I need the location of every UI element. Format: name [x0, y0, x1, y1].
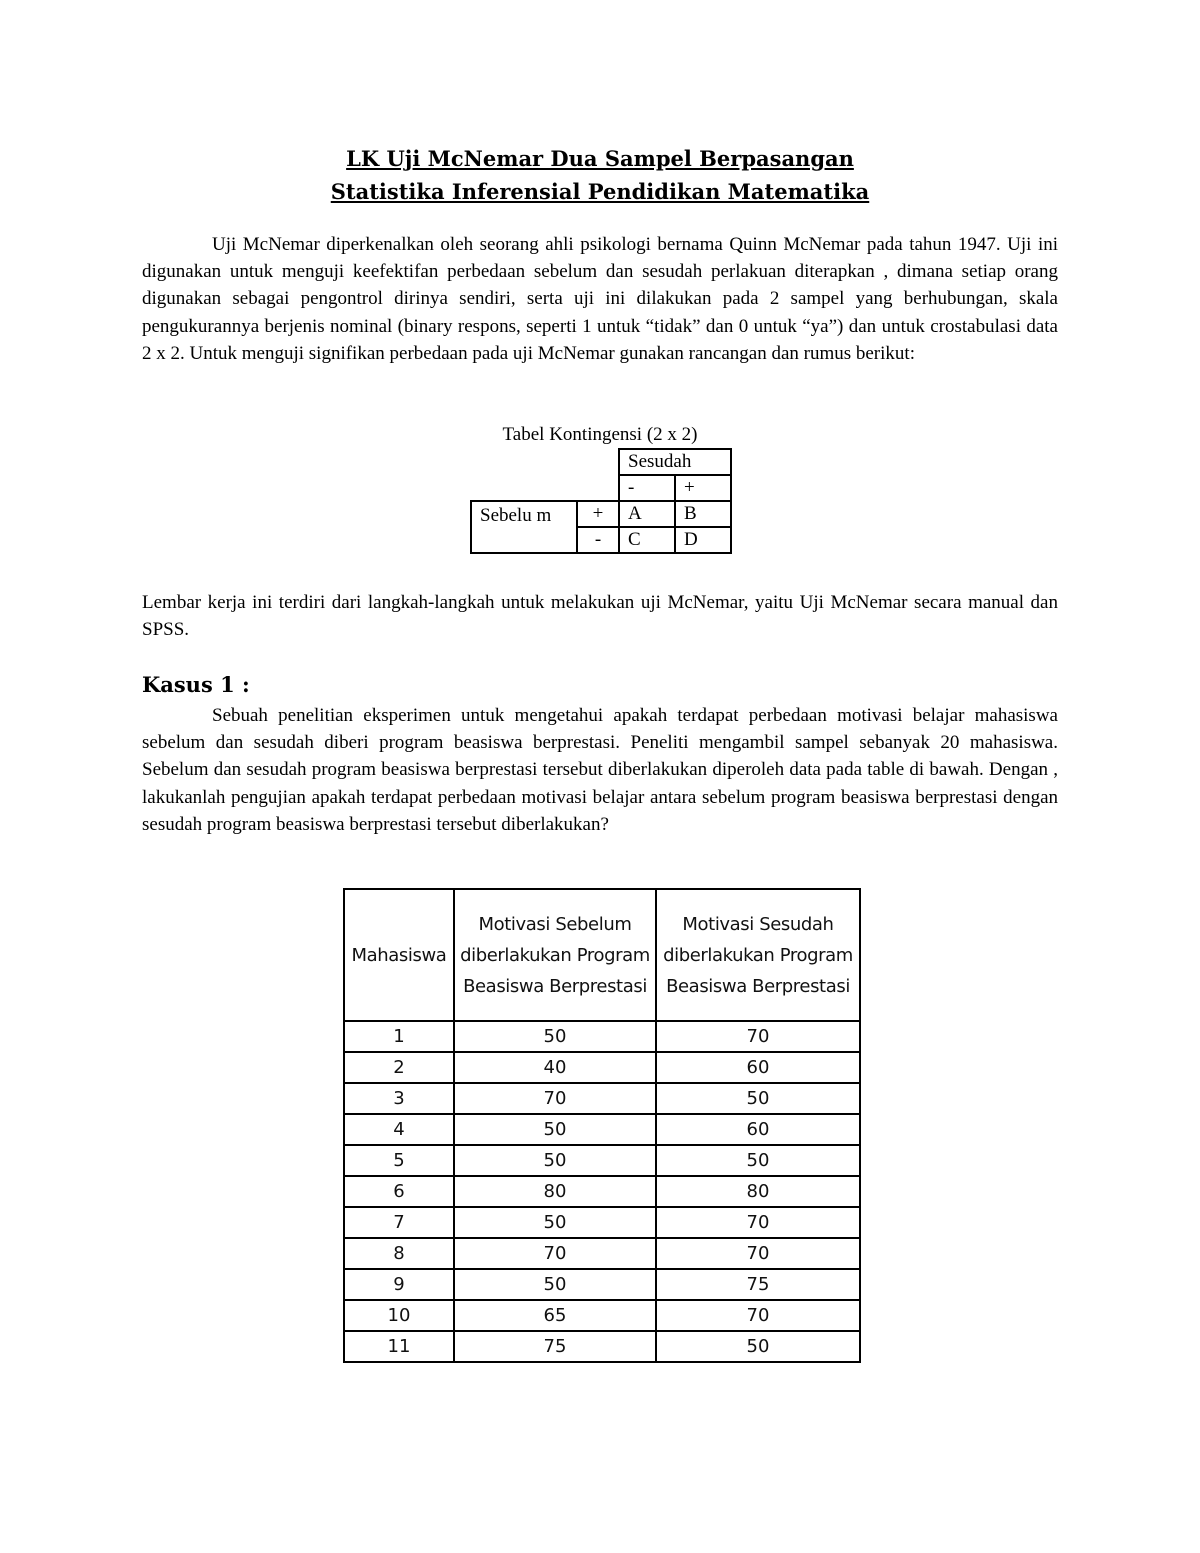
cell-before: 50 [454, 1114, 656, 1145]
cell-after: 75 [656, 1269, 860, 1300]
table-row [344, 1269, 860, 1300]
data-table-header-student: Mahasiswa [344, 889, 454, 1021]
cell-student: 6 [344, 1176, 454, 1207]
data-table [343, 888, 861, 1363]
case-paragraph-text: Sebuah penelitian eksperimen untuk mengetahui apakah terdapat perbedaan motivasi belajar mahasiswa sebelum dan sesudah diberi program beasiswa berprestasi. Peneliti mengambil sampel sebanyak 20 mahasiswa. Sebelum dan sesudah program beasiswa berprestasi tersebut diberlakukan diperoleh data pada table di bawah. Dengan , lakukanlah pengujian apakah terdapat perbedaan motivasi belajar antara sebelum program beasiswa berprestasi dengan sesudah program beasiswa berprestasi tersebut diberlakukan? [142, 705, 1058, 835]
cell-after: 70 [656, 1021, 860, 1052]
cell-student: 9 [344, 1269, 454, 1300]
cell-student: 2 [344, 1052, 454, 1083]
intro-paragraph-text: Uji McNemar diperkenalkan oleh seorang ahli psikologi bernama Quinn McNemar pada tahun 1947. Uji ini digunakan untuk menguji keefektifan perbedaan sebelum dan sesudah perlakuan diterapkan , dimana setiap orang digunakan sebagai pengontrol dirinya sendiri, serta uji ini dilakukan pada 2 sampel yang berhubungan, skala pengukurannya berjenis nominal (binary respons, seperti 1 untuk “tidak” dan 0 untuk “ya”) dan untuk crostabulasi data 2 x 2. Untuk menguji signifikan perbedaan pada uji McNemar gunakan rancangan dan rumus berikut: [142, 234, 1058, 364]
intro-paragraph [142, 231, 1058, 367]
case-paragraph [142, 702, 1058, 838]
data-table-body [344, 1021, 860, 1362]
table-row [344, 1331, 860, 1362]
cell-student: 3 [344, 1083, 454, 1114]
table-row [344, 1021, 860, 1052]
cell-after: 50 [656, 1331, 860, 1362]
cell-after: 70 [656, 1238, 860, 1269]
cell-before: 50 [454, 1145, 656, 1176]
table-row [344, 1238, 860, 1269]
table-row [344, 1114, 860, 1145]
cell-after: 70 [656, 1207, 860, 1238]
cell-after: 60 [656, 1052, 860, 1083]
cell-student: 4 [344, 1114, 454, 1145]
contingency-col-plus: + [675, 475, 731, 501]
cell-after: 70 [656, 1300, 860, 1331]
contingency-row-plus: + [577, 501, 619, 527]
cell-student: 11 [344, 1331, 454, 1362]
cell-before: 70 [454, 1238, 656, 1269]
cell-after: 50 [656, 1145, 860, 1176]
contingency-table [470, 448, 732, 554]
cell-before: 50 [454, 1269, 656, 1300]
contingency-row-label: Sebelu m [471, 501, 577, 553]
table-row [344, 1176, 860, 1207]
contingency-cell-c: C [619, 527, 675, 553]
cell-before: 50 [454, 1207, 656, 1238]
contingency-cell-a: A [619, 501, 675, 527]
table-row [344, 1083, 860, 1114]
cell-before: 75 [454, 1331, 656, 1362]
table-row [344, 1145, 860, 1176]
contingency-caption: Tabel Kontingensi (2 x 2) [502, 424, 698, 445]
cell-before: 80 [454, 1176, 656, 1207]
cell-before: 50 [454, 1021, 656, 1052]
cell-before: 70 [454, 1083, 656, 1114]
contingency-cell-d: D [675, 527, 731, 553]
cell-after: 50 [656, 1083, 860, 1114]
cell-after: 60 [656, 1114, 860, 1145]
document-title-line1: LK Uji McNemar Dua Sampel Berpasangan [346, 146, 854, 171]
data-table-header-before: Motivasi Sebelum diberlakukan Program Beasiswa Berprestasi [454, 889, 656, 1021]
case-heading: Kasus 1 : [142, 672, 250, 697]
table-row [344, 1207, 860, 1238]
contingency-col-minus: - [619, 475, 675, 501]
cell-student: 7 [344, 1207, 454, 1238]
contingency-header-after: Sesudah [619, 449, 731, 475]
table-row [344, 1052, 860, 1083]
cell-student: 8 [344, 1238, 454, 1269]
cell-before: 40 [454, 1052, 656, 1083]
data-table-header-after: Motivasi Sesudah diberlakukan Program Beasiswa Berprestasi [656, 889, 860, 1021]
cell-before: 65 [454, 1300, 656, 1331]
worksheet-paragraph: Lembar kerja ini terdiri dari langkah-langkah untuk melakukan uji McNemar, yaitu Uji McNemar secara manual dan SPSS. [142, 592, 1058, 641]
cell-student: 5 [344, 1145, 454, 1176]
contingency-cell-b: B [675, 501, 731, 527]
table-row [344, 1300, 860, 1331]
contingency-row-minus: - [577, 527, 619, 553]
document-title-line2: Statistika Inferensial Pendidikan Matematika [330, 179, 870, 204]
cell-after: 80 [656, 1176, 860, 1207]
cell-student: 10 [344, 1300, 454, 1331]
cell-student: 1 [344, 1021, 454, 1052]
